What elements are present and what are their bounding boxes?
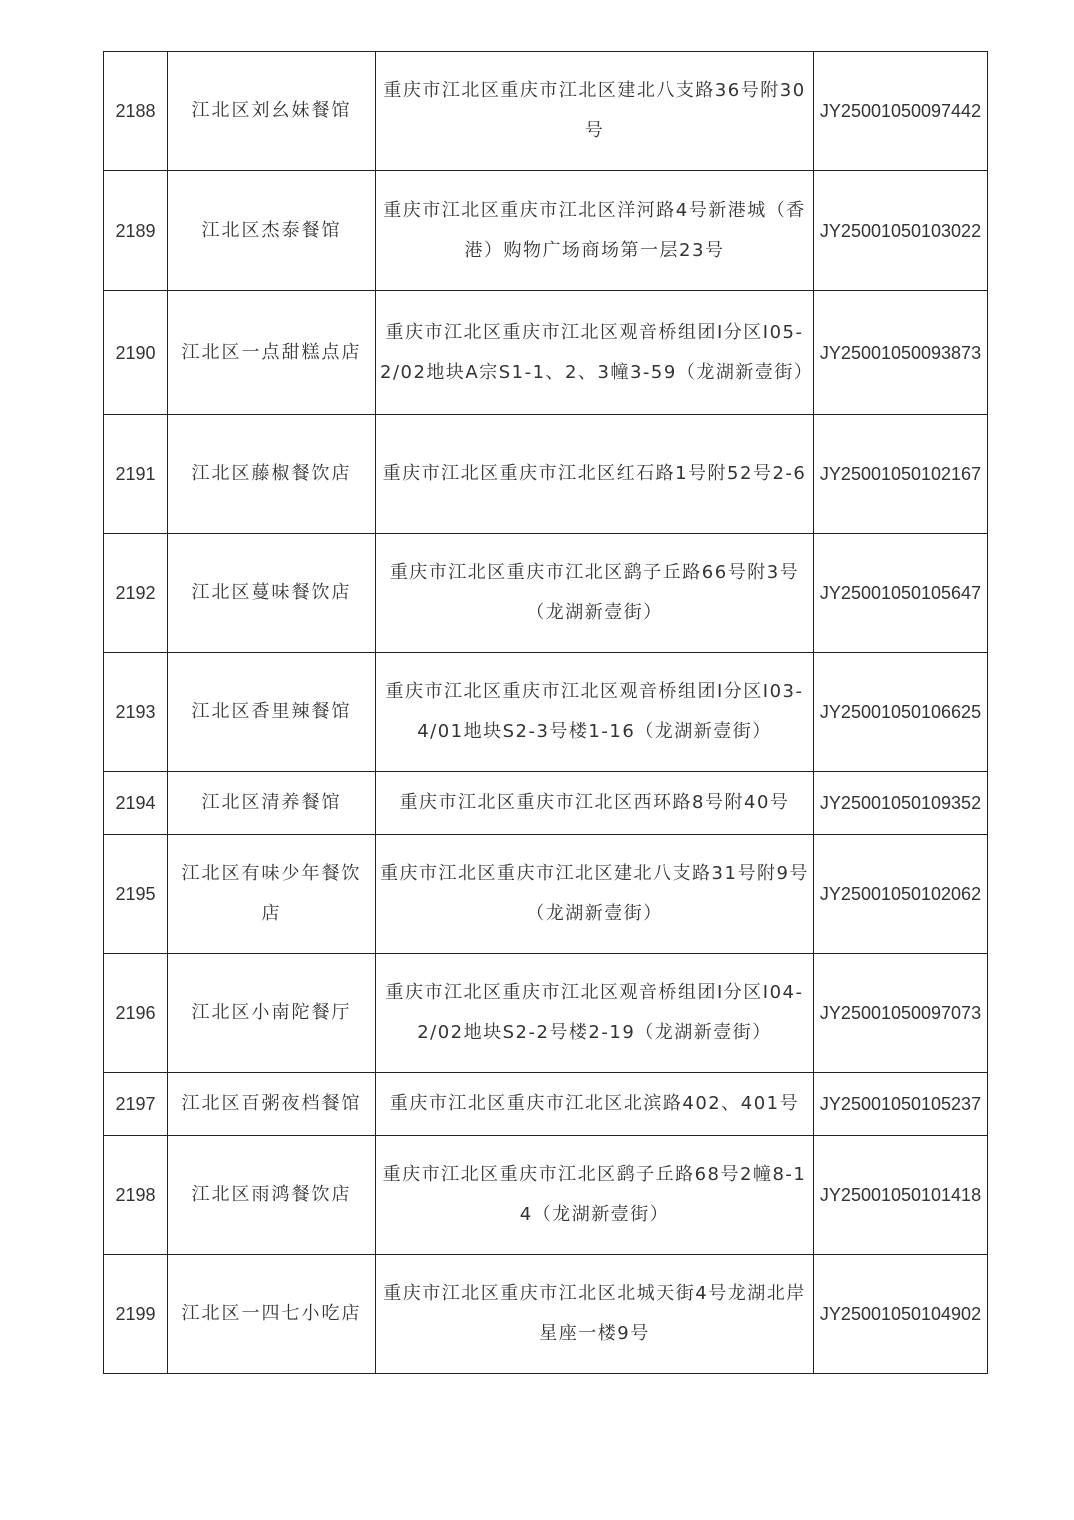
table-row <box>104 1255 988 1374</box>
row-number: 2192 <box>104 534 168 653</box>
row-number: 2196 <box>104 954 168 1073</box>
table-row <box>104 534 988 653</box>
business-address: 重庆市江北区重庆市江北区北城天街4号龙湖北岸星座一楼9号 <box>376 1255 814 1374</box>
business-address: 重庆市江北区重庆市江北区建北八支路31号附9号（龙湖新壹街） <box>376 835 814 954</box>
business-name: 江北区刘幺妹餐馆 <box>168 52 376 171</box>
business-name: 江北区有味少年餐饮店 <box>168 835 376 954</box>
license-number: JY25001050093873 <box>814 291 988 415</box>
business-name: 江北区蔓味餐饮店 <box>168 534 376 653</box>
business-name: 江北区藤椒餐饮店 <box>168 415 376 534</box>
business-name: 江北区清养餐馆 <box>168 772 376 835</box>
business-address: 重庆市江北区重庆市江北区观音桥组团I分区I04-2/02地块S2-2号楼2-19（龙湖新壹街） <box>376 954 814 1073</box>
table-row <box>104 653 988 772</box>
license-number: JY25001050105237 <box>814 1073 988 1136</box>
business-name: 江北区小南陀餐厅 <box>168 954 376 1073</box>
license-number: JY25001050109352 <box>814 772 988 835</box>
row-number: 2190 <box>104 291 168 415</box>
table-row <box>104 835 988 954</box>
table-row <box>104 772 988 835</box>
license-number: JY25001050104902 <box>814 1255 988 1374</box>
license-number: JY25001050102167 <box>814 415 988 534</box>
table-row <box>104 171 988 291</box>
business-address: 重庆市江北区重庆市江北区观音桥组团I分区I03-4/01地块S2-3号楼1-16（龙湖新壹街） <box>376 653 814 772</box>
license-number: JY25001050101418 <box>814 1136 988 1255</box>
row-number: 2188 <box>104 52 168 171</box>
business-address: 重庆市江北区重庆市江北区红石路1号附52号2-6 <box>376 415 814 534</box>
row-number: 2194 <box>104 772 168 835</box>
table-row <box>104 291 988 415</box>
table-row <box>104 954 988 1073</box>
business-name: 江北区香里辣餐馆 <box>168 653 376 772</box>
license-number: JY25001050097442 <box>814 52 988 171</box>
business-address: 重庆市江北区重庆市江北区鹞子丘路66号附3号（龙湖新壹街） <box>376 534 814 653</box>
row-number: 2199 <box>104 1255 168 1374</box>
license-number: JY25001050097073 <box>814 954 988 1073</box>
business-license-table <box>103 51 988 1374</box>
row-number: 2193 <box>104 653 168 772</box>
row-number: 2195 <box>104 835 168 954</box>
license-number: JY25001050105647 <box>814 534 988 653</box>
table-row <box>104 52 988 171</box>
business-name: 江北区一点甜糕点店 <box>168 291 376 415</box>
row-number: 2189 <box>104 171 168 291</box>
business-address: 重庆市江北区重庆市江北区西环路8号附40号 <box>376 772 814 835</box>
row-number: 2197 <box>104 1073 168 1136</box>
business-address: 重庆市江北区重庆市江北区洋河路4号新港城（香港）购物广场商场第一层23号 <box>376 171 814 291</box>
license-number: JY25001050106625 <box>814 653 988 772</box>
license-number: JY25001050102062 <box>814 835 988 954</box>
business-address: 重庆市江北区重庆市江北区鹞子丘路68号2幢8-14（龙湖新壹街） <box>376 1136 814 1255</box>
business-address: 重庆市江北区重庆市江北区观音桥组团I分区I05-2/02地块A宗S1-1、2、3幢3-59（龙湖新壹街） <box>376 291 814 415</box>
license-number: JY25001050103022 <box>814 171 988 291</box>
row-number: 2191 <box>104 415 168 534</box>
table-row <box>104 415 988 534</box>
business-address: 重庆市江北区重庆市江北区北滨路402、401号 <box>376 1073 814 1136</box>
table-row <box>104 1136 988 1255</box>
business-name: 江北区百粥夜档餐馆 <box>168 1073 376 1136</box>
table-row <box>104 1073 988 1136</box>
business-name: 江北区雨鸿餐饮店 <box>168 1136 376 1255</box>
business-name: 江北区一四七小吃店 <box>168 1255 376 1374</box>
business-name: 江北区杰泰餐馆 <box>168 171 376 291</box>
business-address: 重庆市江北区重庆市江北区建北八支路36号附30号 <box>376 52 814 171</box>
row-number: 2198 <box>104 1136 168 1255</box>
